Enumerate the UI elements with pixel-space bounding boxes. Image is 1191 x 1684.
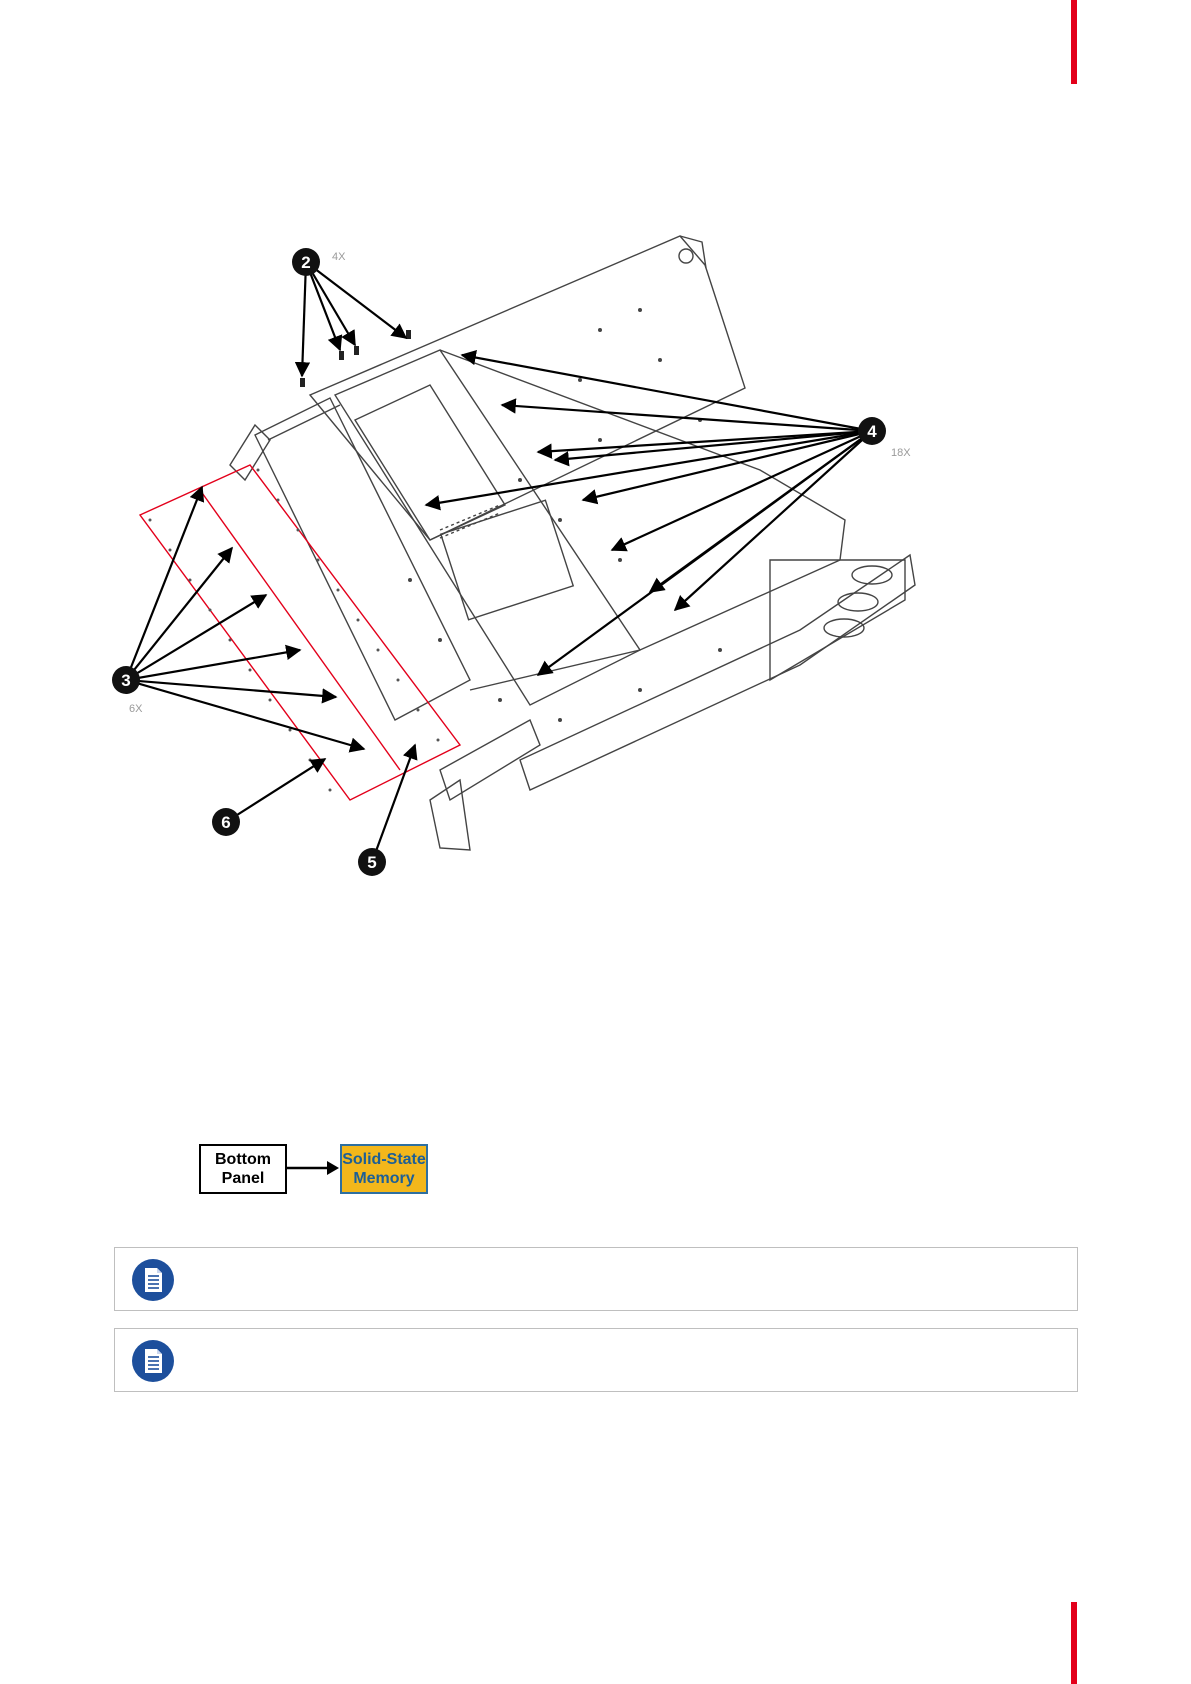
- note-box-1: [114, 1247, 1078, 1311]
- quantity-3: 6X: [129, 703, 143, 715]
- bottom-panel-highlight: [140, 465, 460, 800]
- removal-sequence-flow: [190, 1136, 450, 1200]
- page-accent-bar-bottom: [1071, 1602, 1077, 1684]
- chassis-outline: [230, 236, 915, 850]
- callout-5: [358, 848, 386, 876]
- note-box-2: [114, 1328, 1078, 1392]
- callout-5-label: 5: [367, 853, 377, 872]
- note-document-icon: [132, 1340, 174, 1382]
- leader-lines: [126, 262, 872, 862]
- callout-2: [292, 248, 320, 276]
- flow-arrow-icon: [287, 1158, 340, 1178]
- quantity-2: 4X: [332, 251, 346, 263]
- callout-6-label: 6: [221, 813, 231, 832]
- quantity-4: 18X: [891, 447, 911, 459]
- flow-box-bottom-line2: Panel: [221, 1170, 265, 1187]
- note-document-icon: [132, 1259, 174, 1301]
- flow-box-solid-state-memory: [340, 1144, 428, 1194]
- flow-box-bottom-panel: [199, 1144, 287, 1194]
- callout-4-label: 4: [867, 422, 877, 441]
- flow-box-ssm-line1: Solid-State: [342, 1151, 426, 1168]
- callout-3-label: 3: [121, 671, 131, 690]
- flow-box-bottom-line1: Bottom: [215, 1151, 271, 1168]
- callout-2-label: 2: [301, 253, 311, 272]
- callout-3: [112, 666, 140, 694]
- callout-6: [212, 808, 240, 836]
- flow-box-ssm-line2: Memory: [353, 1170, 415, 1187]
- callout-4: [858, 417, 886, 445]
- bottom-panel-dots: [149, 469, 440, 792]
